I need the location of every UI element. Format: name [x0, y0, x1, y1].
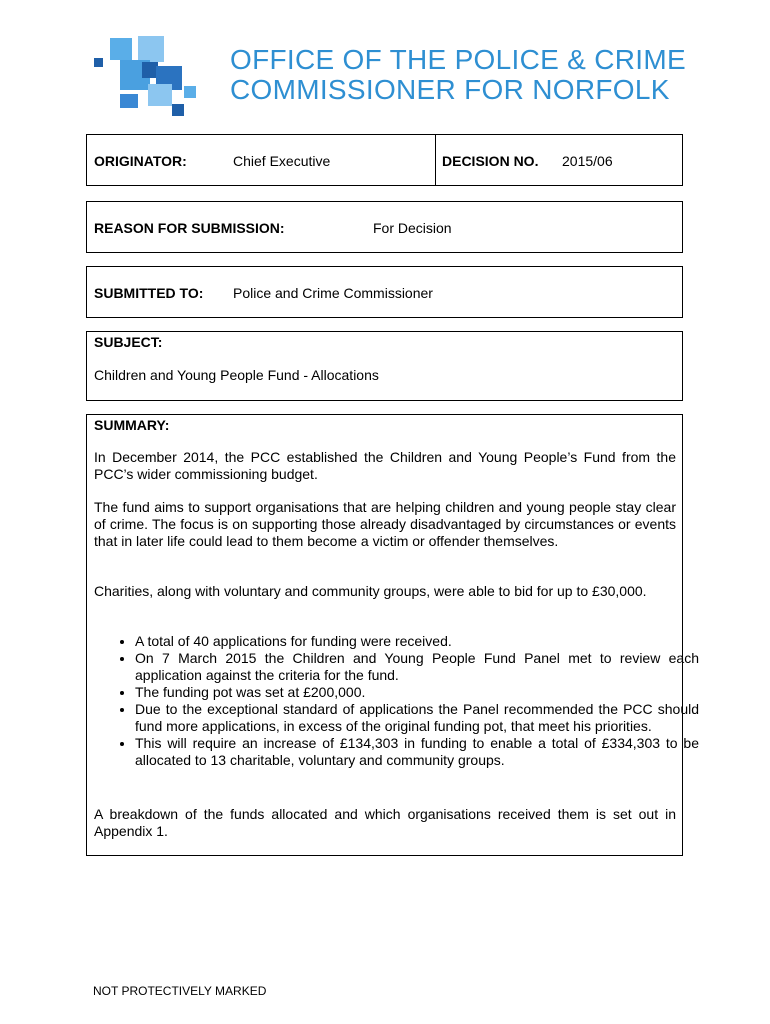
originator-label: ORIGINATOR: — [94, 153, 187, 169]
organization-logo-text — [230, 45, 690, 105]
list-item: • Due to the exceptional standard of applications the Panel recommended the PCC should fund more applications, in excess of the original funding pot, that meet his priorities. — [135, 701, 699, 735]
originator-value: Chief Executive — [233, 153, 331, 169]
decision-label: DECISION NO. — [442, 153, 539, 169]
submitted-to-box — [86, 266, 683, 318]
reason-box — [86, 201, 683, 253]
logo-line-2: COMMISSIONER FOR NORFOLK — [230, 74, 670, 105]
subject-box — [86, 331, 683, 401]
summary-paragraph: The fund aims to support organisations that are helping children and young people stay clear of crime. The focus is on supporting those already disadvantaged by circumstances or events that in later life could lead to them become a victim or offender themselves. — [94, 499, 676, 549]
reason-label: REASON FOR SUBMISSION: — [94, 220, 285, 236]
summary-bullet-list — [115, 633, 699, 769]
summary-closing: A breakdown of the funds allocated and which organisations received them is set out in Appendix 1. — [94, 806, 676, 839]
summary-paragraph: Charities, along with voluntary and community groups, were able to bid for up to £30,000. — [94, 583, 647, 599]
summary-paragraph: In December 2014, the PCC established the Children and Young People’s Fund from the PCC’s wider commissioning budget. — [94, 449, 676, 482]
summary-label: SUMMARY: — [94, 417, 170, 433]
decision-value: 2015/06 — [562, 153, 613, 169]
reason-value: For Decision — [373, 220, 452, 236]
list-item: • The funding pot was set at £200,000. — [135, 684, 699, 701]
submitted-to-label: SUBMITTED TO: — [94, 285, 204, 301]
list-item: • On 7 March 2015 the Children and Young People Fund Panel met to review each application against the criteria for the fund. — [135, 650, 699, 684]
list-item: • A total of 40 applications for funding were received. — [135, 633, 699, 650]
box-divider — [435, 135, 436, 185]
logo-line-1: OFFICE OF THE POLICE & CRIME — [230, 44, 686, 75]
subject-value: Children and Young People Fund - Allocations — [94, 367, 379, 383]
protective-marking: NOT PROTECTIVELY MARKED — [93, 984, 267, 998]
summary-box — [86, 414, 699, 856]
logo-squares-icon — [90, 32, 220, 122]
originator-decision-box — [86, 134, 683, 186]
submitted-to-value: Police and Crime Commissioner — [233, 285, 433, 301]
list-item: • This will require an increase of £134,303 in funding to enable a total of £334,303 to be allocated to 13 charitable, voluntary and community groups. — [135, 735, 699, 769]
subject-label: SUBJECT: — [94, 334, 163, 350]
